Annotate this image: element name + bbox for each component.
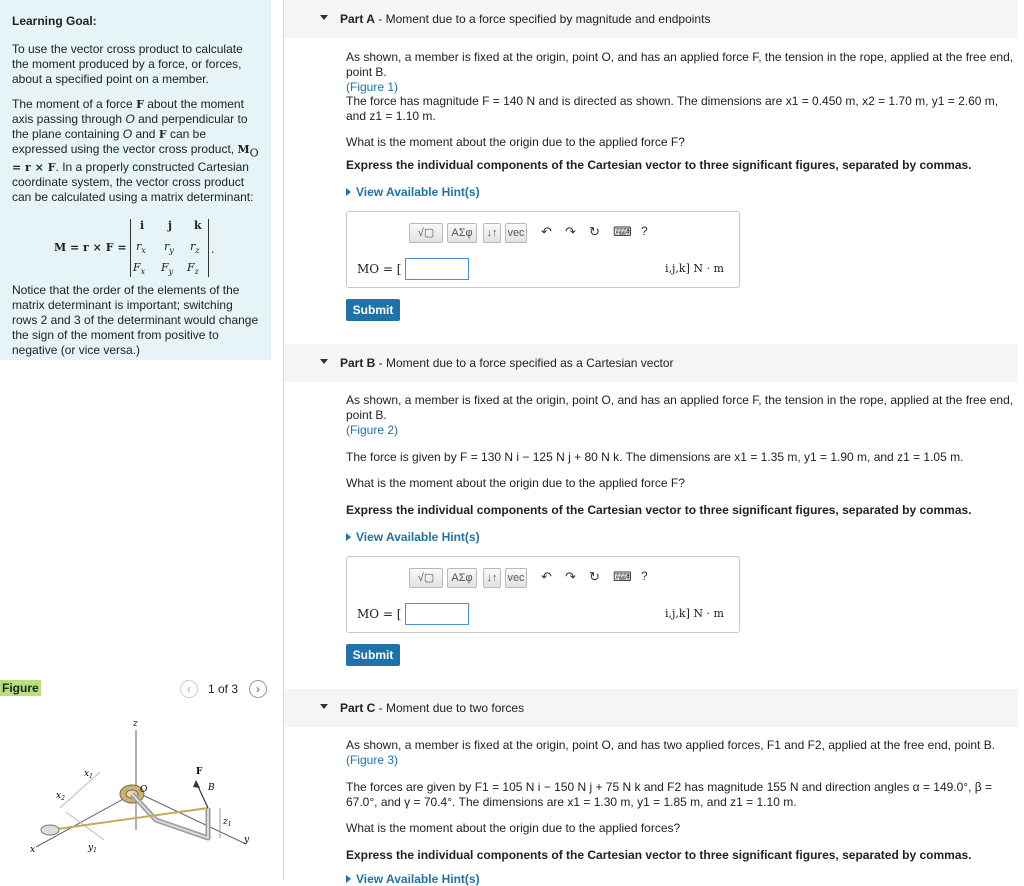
vec-button[interactable]: vec <box>505 223 527 243</box>
part-a-question: What is the moment about the origin due to the applied force F? <box>346 135 685 149</box>
moment-definition-text: The moment of a force F about the moment axis passing through O and perpendicular to the plane containing O and F can be expressed using the vector cross product, $M_O = r \times F$. In a properly constructed Cartesian coordinate system, the vector cross product can be calculated using a matrix determinant: <box>12 97 259 205</box>
part-a-header[interactable] <box>284 0 1018 38</box>
matrix-k: k <box>194 219 202 233</box>
part-a-given: The force has magnitude F = 140 N and is directed as shown. The dimensions are x1 = 0.450 m, x2 = 1.70 m, y1 = 2.60 m, and z1 = 1.10 m. <box>346 94 999 123</box>
matrix-rz: $r_z$ <box>190 240 200 256</box>
figure-3-link[interactable]: (Figure 3) <box>346 753 399 767</box>
label-x: x <box>30 845 36 855</box>
matrix-right-bar <box>208 219 209 277</box>
reset-icon[interactable]: ↻ <box>589 569 600 584</box>
rope <box>50 808 208 830</box>
sqrt-template-button[interactable]: √▢ <box>409 568 443 588</box>
part-a-intro: As shown, a member is fixed at the origin, point O, and has an applied force F, the tension in the rope, applied at the free end, point B. (Figure 1) <box>346 50 1014 94</box>
collapse-caret-icon[interactable] <box>320 15 328 20</box>
part-c-intro: As shown, a member is fixed at the origin, point O, and has two applied forces, F1 and F2, applied at the free end, point B. (Figure 3) <box>346 738 996 767</box>
x1-dim-line <box>60 772 100 808</box>
learning-goal-heading: Learning Goal: <box>12 14 97 28</box>
part-b-hint-link[interactable]: View Available Hint(s) <box>346 530 480 544</box>
figure-next-button[interactable]: › <box>249 680 267 698</box>
matrix-rx: $r_x$ <box>136 240 146 256</box>
part-b-submit-button[interactable]: Submit <box>346 644 400 666</box>
force-arrowhead <box>193 780 200 788</box>
part-a-title: Part A - Moment due to a force specified by magnitude and endpoints <box>340 12 711 26</box>
part-c-title: Part C - Moment due to two forces <box>340 701 525 715</box>
sqrt-template-button[interactable]: √▢ <box>409 223 443 243</box>
column-divider <box>283 0 284 880</box>
expand-triangle-icon <box>346 188 351 196</box>
label-y1: $y_1$ <box>88 843 97 854</box>
undo-icon[interactable]: ↶ <box>541 224 552 239</box>
undo-icon[interactable]: ↶ <box>541 569 552 584</box>
part-b-title: Part B - Moment due to a force specified as a Cartesian vector <box>340 356 674 370</box>
keyboard-icon[interactable]: ⌨ <box>613 569 632 584</box>
part-b-question: What is the moment about the origin due to the applied force F? <box>346 476 685 490</box>
help-icon[interactable]: ? <box>641 224 648 238</box>
redo-icon[interactable]: ↷ <box>565 224 576 239</box>
part-c-question: What is the moment about the origin due to the applied forces? <box>346 821 681 835</box>
figure-label: Figure <box>2 681 39 695</box>
label-x1: $x_1$ <box>84 769 93 780</box>
part-c-given: The forces are given by F1 = 105 N i − 150 N j + 75 N k and F2 has magnitude 155 N and direction angles α = 149.0°, β = 67.0°, and γ = 70.4°. The dimensions are x1 = 1.30 m, y1 = 1.85 m, and z1 = 1.10 m. <box>346 780 993 809</box>
keyboard-icon[interactable]: ⌨ <box>613 224 632 239</box>
label-O: O <box>140 785 148 795</box>
collapse-caret-icon[interactable] <box>320 704 328 709</box>
label-z: z <box>133 719 138 729</box>
matrix-ry: $r_y$ <box>164 240 174 256</box>
rope-anchor <box>41 825 59 835</box>
label-z1: $z_1$ <box>223 817 232 828</box>
part-b-intro: As shown, a member is fixed at the origin, point O, and has an applied force F, the tension in the rope, applied at the free end, point B. (Figure 2) <box>346 393 1014 437</box>
mo-label: MO = [ <box>357 262 402 276</box>
matrix-lhs: M = r × F = <box>54 241 127 255</box>
part-b-answer-box <box>346 556 740 633</box>
matrix-fz: $F_z$ <box>187 261 199 277</box>
matrix-period: . <box>211 243 215 257</box>
matrix-fy: $F_y$ <box>161 261 174 277</box>
part-c-hint-link[interactable]: View Available Hint(s) <box>346 872 480 886</box>
vec-button[interactable]: vec <box>505 568 527 588</box>
greek-symbols-button[interactable]: ΑΣφ <box>447 568 477 588</box>
part-a-answer-box <box>346 211 740 288</box>
mo-label: MO = [ <box>357 607 402 621</box>
part-b-given: The force is given by F = 130 N i − 125 N j + 80 N k. The dimensions are x1 = 1.35 m, y1 = 1.90 m, and z1 = 1.05 m. <box>346 450 964 464</box>
determinant-note: Notice that the order of the elements of the matrix determinant is important; switching rows 2 and 3 of the determinant would change the sign of the moment from positive to negative (or vice versa.) <box>12 283 259 358</box>
label-x2: $x_2$ <box>56 791 65 802</box>
subscript-button[interactable]: ↓↑ <box>483 568 501 588</box>
figure-2-link[interactable]: (Figure 2) <box>346 423 399 437</box>
subscript-button[interactable]: ↓↑ <box>483 223 501 243</box>
matrix-i: i <box>140 219 145 233</box>
matrix-j: j <box>168 219 172 233</box>
learning-goal-text: To use the vector cross product to calculate the moment produced by a force, or forces, about a specified point on a member. <box>12 42 243 86</box>
expand-triangle-icon <box>346 875 351 883</box>
member-figure <box>20 712 260 862</box>
expand-triangle-icon <box>346 533 351 541</box>
answer-input[interactable] <box>405 603 469 625</box>
greek-symbols-button[interactable]: ΑΣφ <box>447 223 477 243</box>
part-b-instruction: Express the individual components of the Cartesian vector to three significant figures, separated by commas. <box>346 503 972 517</box>
part-a-hint-link[interactable]: View Available Hint(s) <box>346 185 480 199</box>
matrix-left-bar <box>130 219 131 277</box>
cross-product-matrix <box>12 215 259 279</box>
math-toolbar <box>409 221 673 247</box>
math-toolbar <box>409 566 673 592</box>
part-a-instruction: Express the individual components of the Cartesian vector to three significant figures, separated by commas. <box>346 158 972 172</box>
redo-icon[interactable]: ↷ <box>565 569 576 584</box>
figure-counter: 1 of 3 <box>208 682 239 696</box>
reset-icon[interactable]: ↻ <box>589 224 600 239</box>
part-a-submit-button[interactable]: Submit <box>346 299 400 321</box>
part-c-instruction: Express the individual components of the Cartesian vector to three significant figures, separated by commas. <box>346 848 972 862</box>
answer-input[interactable] <box>405 258 469 280</box>
figure-prev-button[interactable]: ‹ <box>180 680 198 698</box>
learning-goal-panel <box>0 0 271 360</box>
collapse-caret-icon[interactable] <box>320 359 328 364</box>
help-icon[interactable]: ? <box>641 569 648 583</box>
figure-1-link[interactable]: (Figure 1) <box>346 80 399 94</box>
units-label: i,j,k] N · m <box>665 607 724 620</box>
label-y: y <box>244 835 250 845</box>
part-b-header[interactable] <box>284 344 1018 382</box>
figure-navigation <box>0 676 271 698</box>
label-B: B <box>208 783 215 793</box>
units-label: i,j,k] N · m <box>665 262 724 275</box>
part-c-header[interactable] <box>284 689 1018 727</box>
label-F: F <box>196 767 203 777</box>
matrix-fx: $F_x$ <box>133 261 146 277</box>
